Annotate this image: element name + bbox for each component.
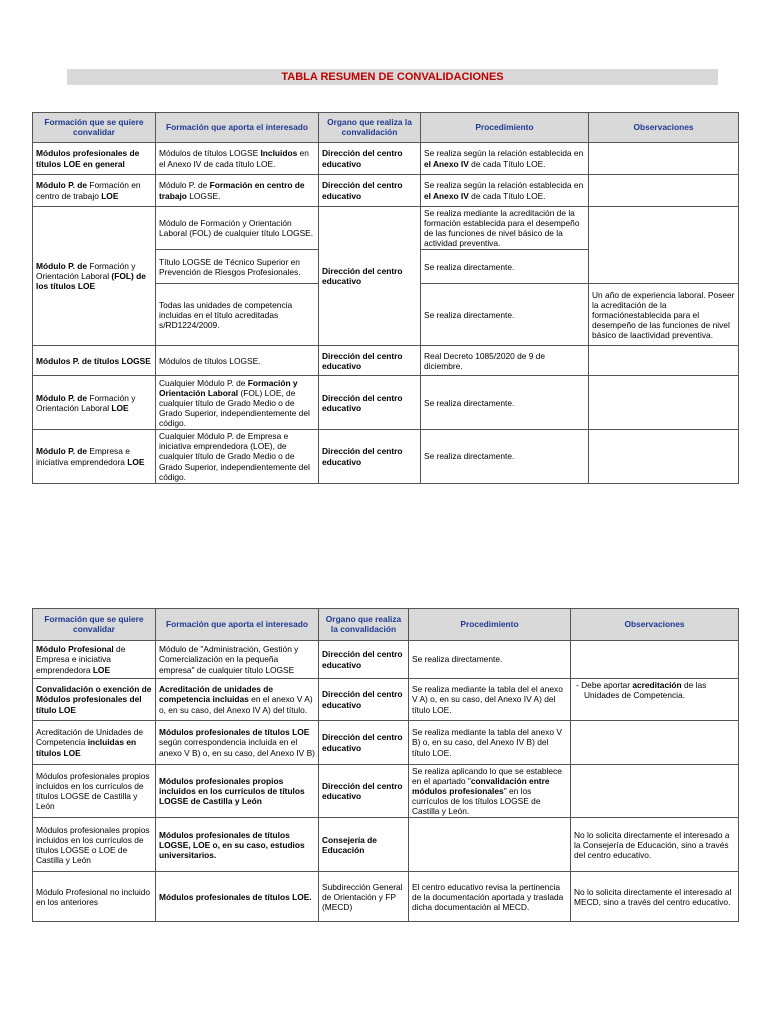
cell-formacion: Módulo P. de Formación y Orientación Laboral LOE <box>33 376 156 430</box>
cell-aporta: Módulo de "Administración, Gestión y Comercialización en la pequeña empresa" de cualquier título LOGSE <box>156 641 319 679</box>
cell-organo: Dirección del centro educativo <box>319 765 409 818</box>
cell-formacion: Módulos profesionales de títulos LOE en general <box>33 143 156 175</box>
cell-formacion: Módulos profesionales propios incluidos en los currículos de títulos LOGSE o LOE de Castilla y León <box>33 818 156 872</box>
cell-formacion: Módulo P. de Formación y Orientación Laboral (FOL) de los títulos LOE <box>33 207 156 346</box>
cell-observaciones <box>589 376 739 430</box>
header-procedimiento: Procedimiento <box>421 113 589 143</box>
header-observaciones: Observaciones <box>571 609 739 641</box>
header-formacion-convalidar: Formación que se quiere convalidar <box>33 609 156 641</box>
table-row <box>33 207 739 250</box>
header-organo: Organo que realiza la convalidación <box>319 609 409 641</box>
cell-observaciones <box>571 765 739 818</box>
header-formacion-convalidar: Formación que se quiere convalidar <box>33 113 156 143</box>
cell-observaciones <box>589 207 739 284</box>
cell-aporta: Módulos de títulos LOGSE Incluidos en el Anexo IV de cada título LOE. <box>156 143 319 175</box>
cell-formacion: Módulos profesionales propios incluidos en los currículos de títulos LOGSE de Castilla y León <box>33 765 156 818</box>
table-row <box>33 872 739 922</box>
cell-organo: Dirección del centro educativo <box>319 143 421 175</box>
cell-observaciones: - Debe aportar acreditación de las Unidades de Competencia. <box>571 679 739 721</box>
cell-aporta: Módulos de títulos LOGSE. <box>156 346 319 376</box>
table-header-row <box>33 609 739 641</box>
table-row <box>33 346 739 376</box>
cell-formacion: Módulos P. de títulos LOGSE <box>33 346 156 376</box>
cell-aporta: Módulo P. de Formación en centro de trabajo LOGSE. <box>156 175 319 207</box>
table-row <box>33 175 739 207</box>
cell-procedimiento: El centro educativo revisa la pertinencia de la documentación aportada y traslada dicha documentación al MECD. <box>409 872 571 922</box>
cell-observaciones: No lo solicita directamente el interesado a la Consejería de Educación, sino a través del centro educativo. <box>571 818 739 872</box>
convalidation-table-1 <box>32 112 739 484</box>
page-title: TABLA RESUMEN DE CONVALIDACIONES <box>67 69 718 85</box>
cell-observaciones: Un año de experiencia laboral. Poseer la acreditación de la formaciónestablecida para el desempeño de las funciones de nivel básico de laactividad preventiva. <box>589 284 739 346</box>
cell-observaciones <box>589 175 739 207</box>
cell-aporta: Título LOGSE de Técnico Superior en Prevención de Riesgos Profesionales. <box>156 250 319 284</box>
table-row <box>33 376 739 430</box>
cell-procedimiento: Se realiza según la relación establecida en el Anexo IV de cada Título LOE. <box>421 175 589 207</box>
cell-procedimiento: Se realiza directamente. <box>421 250 589 284</box>
cell-procedimiento: Real Decreto 1085/2020 de 9 de diciembre. <box>421 346 589 376</box>
table-row <box>33 679 739 721</box>
cell-procedimiento: Se realiza directamente. <box>409 641 571 679</box>
cell-aporta: Módulo de Formación y Orientación Laboral (FOL) de cualquier título LOGSE. <box>156 207 319 250</box>
cell-aporta: Módulos profesionales de títulos LOE según correspondencia incluida en el anexo V B) o, en su caso, del Anexo IV B) <box>156 721 319 765</box>
cell-organo: Dirección del centro educativo <box>319 641 409 679</box>
cell-observaciones <box>571 721 739 765</box>
cell-organo: Dirección del centro educativo <box>319 346 421 376</box>
cell-formacion: Convalidación o exención de Módulos profesionales del título LOE <box>33 679 156 721</box>
cell-aporta: Módulos profesionales de títulos LOGSE, LOE o, en su caso, estudios universitarios. <box>156 818 319 872</box>
cell-organo: Dirección del centro educativo <box>319 175 421 207</box>
header-organo: Organo que realiza la convalidación <box>319 113 421 143</box>
header-formacion-aporta: Formación que aporta el interesado <box>156 609 319 641</box>
cell-aporta: Módulos profesionales de títulos LOE. <box>156 872 319 922</box>
cell-procedimiento: Se realiza según la relación establecida en el Anexo IV de cada Título LOE. <box>421 143 589 175</box>
table-row <box>33 721 739 765</box>
convalidation-table-2 <box>32 608 739 922</box>
cell-organo: Dirección del centro educativo <box>319 207 421 346</box>
cell-aporta: Módulos profesionales propios incluidos en los currículos de títulos LOGSE de Castilla y León <box>156 765 319 818</box>
cell-formacion: Módulo Profesional no incluido en los anteriores <box>33 872 156 922</box>
cell-organo: Subdirección General de Orientación y FP (MECD) <box>319 872 409 922</box>
cell-formacion: Acreditación de Unidades de Competencia incluidas en títulos LOE <box>33 721 156 765</box>
table-header-row <box>33 113 739 143</box>
cell-aporta: Cualquier Módulo P. de Formación y Orientación Laboral (FOL) LOE, de cualquier título de Grado Medio o de Grado Superior, independientemente del código. <box>156 376 319 430</box>
cell-aporta: Cualquier Módulo P. de Empresa e iniciativa emprendedora (LOE), de cualquier título de Grado Medio o de Grado Superior, independientemente del código. <box>156 430 319 483</box>
table-row <box>33 765 739 818</box>
table-row <box>33 430 739 483</box>
cell-aporta: Todas las unidades de competencia incluidas en el título acreditadas s/RD1224/2009. <box>156 284 319 346</box>
header-formacion-aporta: Formación que aporta el interesado <box>156 113 319 143</box>
cell-organo: Dirección del centro educativo <box>319 376 421 430</box>
table-row <box>33 143 739 175</box>
cell-organo: Dirección del centro educativo <box>319 679 409 721</box>
cell-observaciones: No lo solicita directamente el interesado al MECD, sino a través del centro educativo. <box>571 872 739 922</box>
header-procedimiento: Procedimiento <box>409 609 571 641</box>
cell-procedimiento: Se realiza directamente. <box>421 284 589 346</box>
cell-formacion: Módulo P. de Empresa e iniciativa emprendedora LOE <box>33 430 156 483</box>
table-row <box>33 641 739 679</box>
cell-observaciones <box>589 430 739 483</box>
cell-aporta: Acreditación de unidades de competencia incluidas en el anexo V A) o, en su caso, del Anexo IV A) del título. <box>156 679 319 721</box>
cell-observaciones <box>589 346 739 376</box>
cell-procedimiento: Se realiza directamente. <box>421 430 589 483</box>
cell-organo: Dirección del centro educativo <box>319 721 409 765</box>
cell-procedimiento <box>409 818 571 872</box>
cell-formacion: Módulo Profesional de Empresa e iniciativa emprendedora LOE <box>33 641 156 679</box>
cell-observaciones <box>571 641 739 679</box>
cell-procedimiento: Se realiza aplicando lo que se establece en el apartado "convalidación entre módulos profesionales" en los currículos de los títulos LOGSE de Castilla y León. <box>409 765 571 818</box>
table-row <box>33 818 739 872</box>
cell-procedimiento: Se realiza mediante la tabla del el anexo V A) o, en su caso, del Anexo IV A) del título LOE. <box>409 679 571 721</box>
cell-procedimiento: Se realiza directamente. <box>421 376 589 430</box>
cell-organo: Consejería de Educación <box>319 818 409 872</box>
cell-observaciones <box>589 143 739 175</box>
header-observaciones: Observaciones <box>589 113 739 143</box>
cell-procedimiento: Se realiza mediante la tabla del anexo V B) o, en su caso, del Anexo IV B) del título LOE. <box>409 721 571 765</box>
cell-formacion: Módulo P. de Formación en centro de trabajo LOE <box>33 175 156 207</box>
cell-organo: Dirección del centro educativo <box>319 430 421 483</box>
cell-procedimiento: Se realiza mediante la acreditación de la formación establecida para el desempeño de las funciones de nivel básico de la actividad preventiva. <box>421 207 589 250</box>
